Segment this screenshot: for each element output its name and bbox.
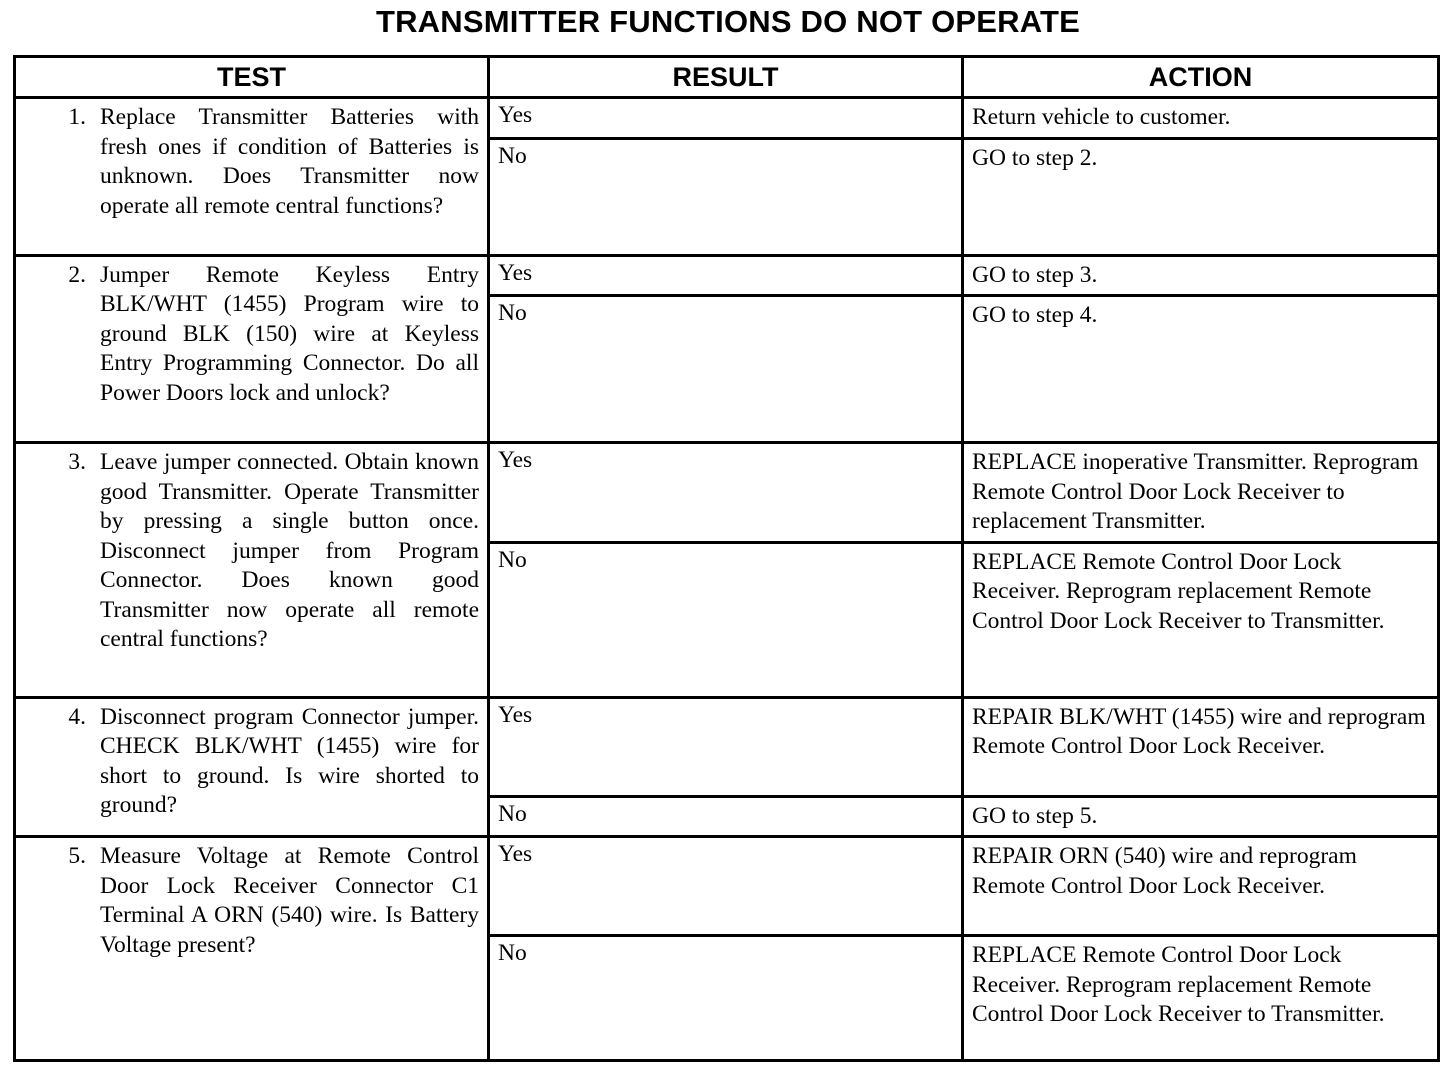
step-3-test-text: Leave jumper connected. Obtain known good Transmitter. Operate Transmitter by pressing a single button once. Disconnect jumper from Program Connector. Does known good Transmitter now operate all remote central functions? <box>100 449 479 652</box>
step-2-test-text: Jumper Remote Keyless Entry BLK/WHT (1455) Program wire to ground BLK (150) wire at Keyless Entry Programming Connector. Do all Power Doors lock and unlock? <box>100 261 479 406</box>
step-4-action-yes: REPAIR BLK/WHT (1455) wire and reprogram Remote Control Door Lock Receiver. <box>963 697 1439 796</box>
step-5-row-yes <box>15 837 1439 936</box>
step-4-result-yes: Yes <box>489 697 963 796</box>
step-2-result-no: No <box>489 296 963 443</box>
step-3-result-yes: Yes <box>489 443 963 543</box>
step-4-test <box>15 697 489 837</box>
step-1-result-no: No <box>489 138 963 255</box>
header-row <box>15 57 1439 98</box>
step-5-number: 5. <box>68 843 86 869</box>
step-5-action-yes: REPAIR ORN (540) wire and reprogram Remote Control Door Lock Receiver. <box>963 837 1439 936</box>
step-2-action-yes: GO to step 3. <box>963 255 1439 296</box>
step-1-number: 1. <box>68 104 86 130</box>
step-3-action-yes: REPLACE inoperative Transmitter. Reprogram Remote Control Door Lock Receiver to replacement Transmitter. <box>963 443 1439 543</box>
step-5-test-text: Measure Voltage at Remote Control Door Lock Receiver Connector C1 Terminal A ORN (540) wire. Is Battery Voltage present? <box>100 843 479 958</box>
step-1-test-text: Replace Transmitter Batteries with fresh ones if condition of Batteries is unknown. Does Transmitter now operate all remote central functions? <box>100 104 479 219</box>
header-result: RESULT <box>489 57 963 98</box>
header-action: ACTION <box>963 57 1439 98</box>
step-2-action-no: GO to step 4. <box>963 296 1439 443</box>
step-2-number: 2. <box>68 261 86 288</box>
step-1-test <box>15 98 489 256</box>
step-4-row-yes <box>15 697 1439 796</box>
step-5-result-yes: Yes <box>489 837 963 936</box>
step-3-number: 3. <box>68 449 86 475</box>
step-5-result-no: No <box>489 936 963 1061</box>
step-2-row-yes <box>15 255 1439 296</box>
step-5-action-no: REPLACE Remote Control Door Lock Receiver. Reprogram replacement Remote Control Door Lock Receiver to Transmitter. <box>963 936 1439 1061</box>
diagnostic-table <box>13 55 1440 1062</box>
step-3-test <box>15 443 489 698</box>
step-2-result-yes: Yes <box>489 255 963 296</box>
page-title: TRANSMITTER FUNCTIONS DO NOT OPERATE <box>375 4 1081 39</box>
step-1-action-yes: Return vehicle to customer. <box>963 98 1439 139</box>
step-1-result-yes: Yes <box>489 98 963 139</box>
step-4-number: 4. <box>68 703 86 730</box>
step-2-test <box>15 255 489 443</box>
step-4-action-no: GO to step 5. <box>963 796 1439 837</box>
step-4-result-no: No <box>489 796 963 837</box>
step-4-test-text: Disconnect program Connector jumper. CHECK BLK/WHT (1455) wire for short to ground. Is wire shorted to ground? <box>100 703 479 818</box>
step-1-row-yes <box>15 98 1439 139</box>
step-3-action-no: REPLACE Remote Control Door Lock Receiver. Reprogram replacement Remote Control Door Lock Receiver to Transmitter. <box>963 542 1439 697</box>
step-3-row-yes <box>15 443 1439 543</box>
step-5-test <box>15 837 489 1061</box>
header-test: TEST <box>15 57 489 98</box>
step-3-result-no: No <box>489 542 963 697</box>
step-1-action-no: GO to step 2. <box>963 138 1439 255</box>
